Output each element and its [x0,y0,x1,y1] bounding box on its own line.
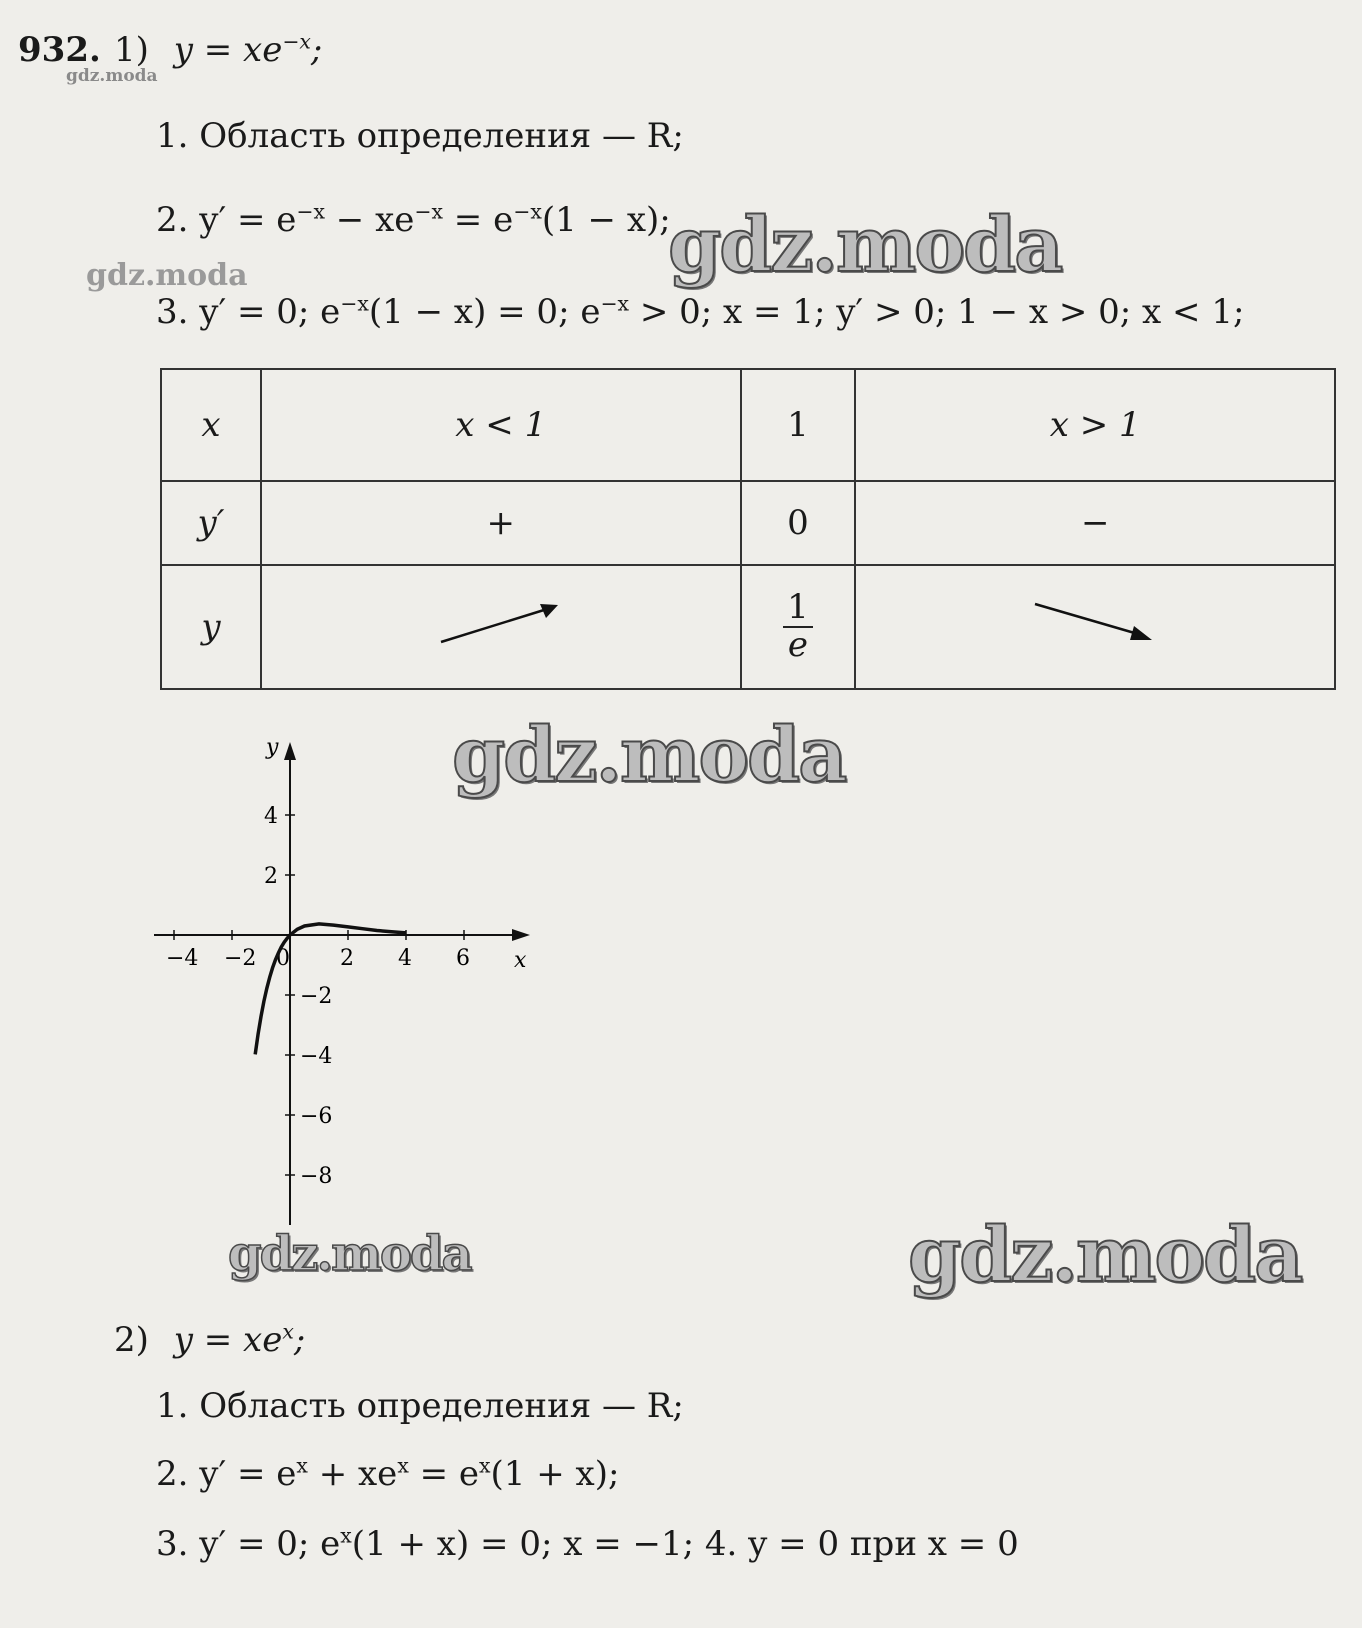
part1-function: $y = xe^{-x}$; [173,29,323,70]
table-cell: − [855,481,1335,565]
x-tick-label: 4 [398,946,412,971]
y-tick-label: −6 [300,1104,333,1129]
increasing-arrow-icon [436,598,566,648]
part2-function: $y = xe^x$; [173,1319,306,1360]
table-head-x: x [161,369,261,481]
part1-step2: 2. $y' = e^{-x} - xe^{-x} = e^{-x}(1 - x)$; [156,199,671,240]
table-row-y [161,565,1335,689]
table-row-derivative [161,481,1335,565]
x-tick-label: −4 [166,946,199,971]
x-tick-label: 2 [340,946,354,971]
max-value-fraction: $\frac{1}{e}$ [783,590,813,663]
table-cell: 0 [741,481,856,565]
watermark-3: gdz.moda [228,1226,471,1282]
part2-heading [114,1320,305,1360]
table-head-derivative: y′ [161,481,261,565]
problem-number: 932. [18,30,101,70]
table-cell-increasing [261,565,741,689]
x-axis-arrow-icon [512,929,530,941]
y-tick-label: −4 [300,1044,333,1069]
table-cell: x > 1 [855,369,1335,481]
y-tick-label: 4 [264,804,278,829]
watermark-1: gdz.moda [668,200,1062,289]
part2-step1: 1. Область определения — R; [156,1386,684,1426]
table-cell-max-value [741,565,856,689]
table-head-y: y [161,565,261,689]
x-tick-label: 6 [456,946,470,971]
part2-step3: 3. y′ = 0; $e^x(1 + x) = 0$; x = −1; 4. y = 0 при x = 0 [156,1523,1019,1564]
table-row-x [161,369,1335,481]
table-cell: + [261,481,741,565]
table-cell-decreasing [855,565,1335,689]
part2-label: 2) [114,1320,149,1360]
y-tick-label: −2 [300,984,333,1009]
y-tick-label: 2 [264,864,278,889]
y-tick-label: −8 [300,1164,333,1189]
decreasing-arrow-icon [1030,598,1160,648]
function-graph [150,740,560,1230]
table-cell: 1 [741,369,856,481]
x-tick-label: −2 [224,946,257,971]
watermark-4: gdz.moda [908,1210,1302,1299]
part1-heading [114,30,322,70]
table-cell: x < 1 [261,369,741,481]
watermark-mid-left: gdz.moda [86,258,248,293]
part1-step1: 1. Область определения — R; [156,116,684,156]
part1-label: 1) [114,30,149,70]
x-tick-label: 0 [276,946,290,971]
watermark-small-top: gdz.moda [66,66,158,86]
y-axis-label: y [266,740,279,760]
part1-step3: 3. y′ = 0; $e^{-x}(1 - x) = 0$; $e^{-x} > 0$; x = 1; y′ > 0; 1 − x > 0; x < 1; [156,291,1245,332]
watermark-2: gdz.moda [452,710,846,799]
y-axis-arrow-icon [284,742,296,760]
sign-table [160,368,1336,690]
part2-step2: 2. $y' = e^x + xe^x = e^x(1 + x)$; [156,1453,620,1494]
x-axis-label: x [514,948,527,973]
